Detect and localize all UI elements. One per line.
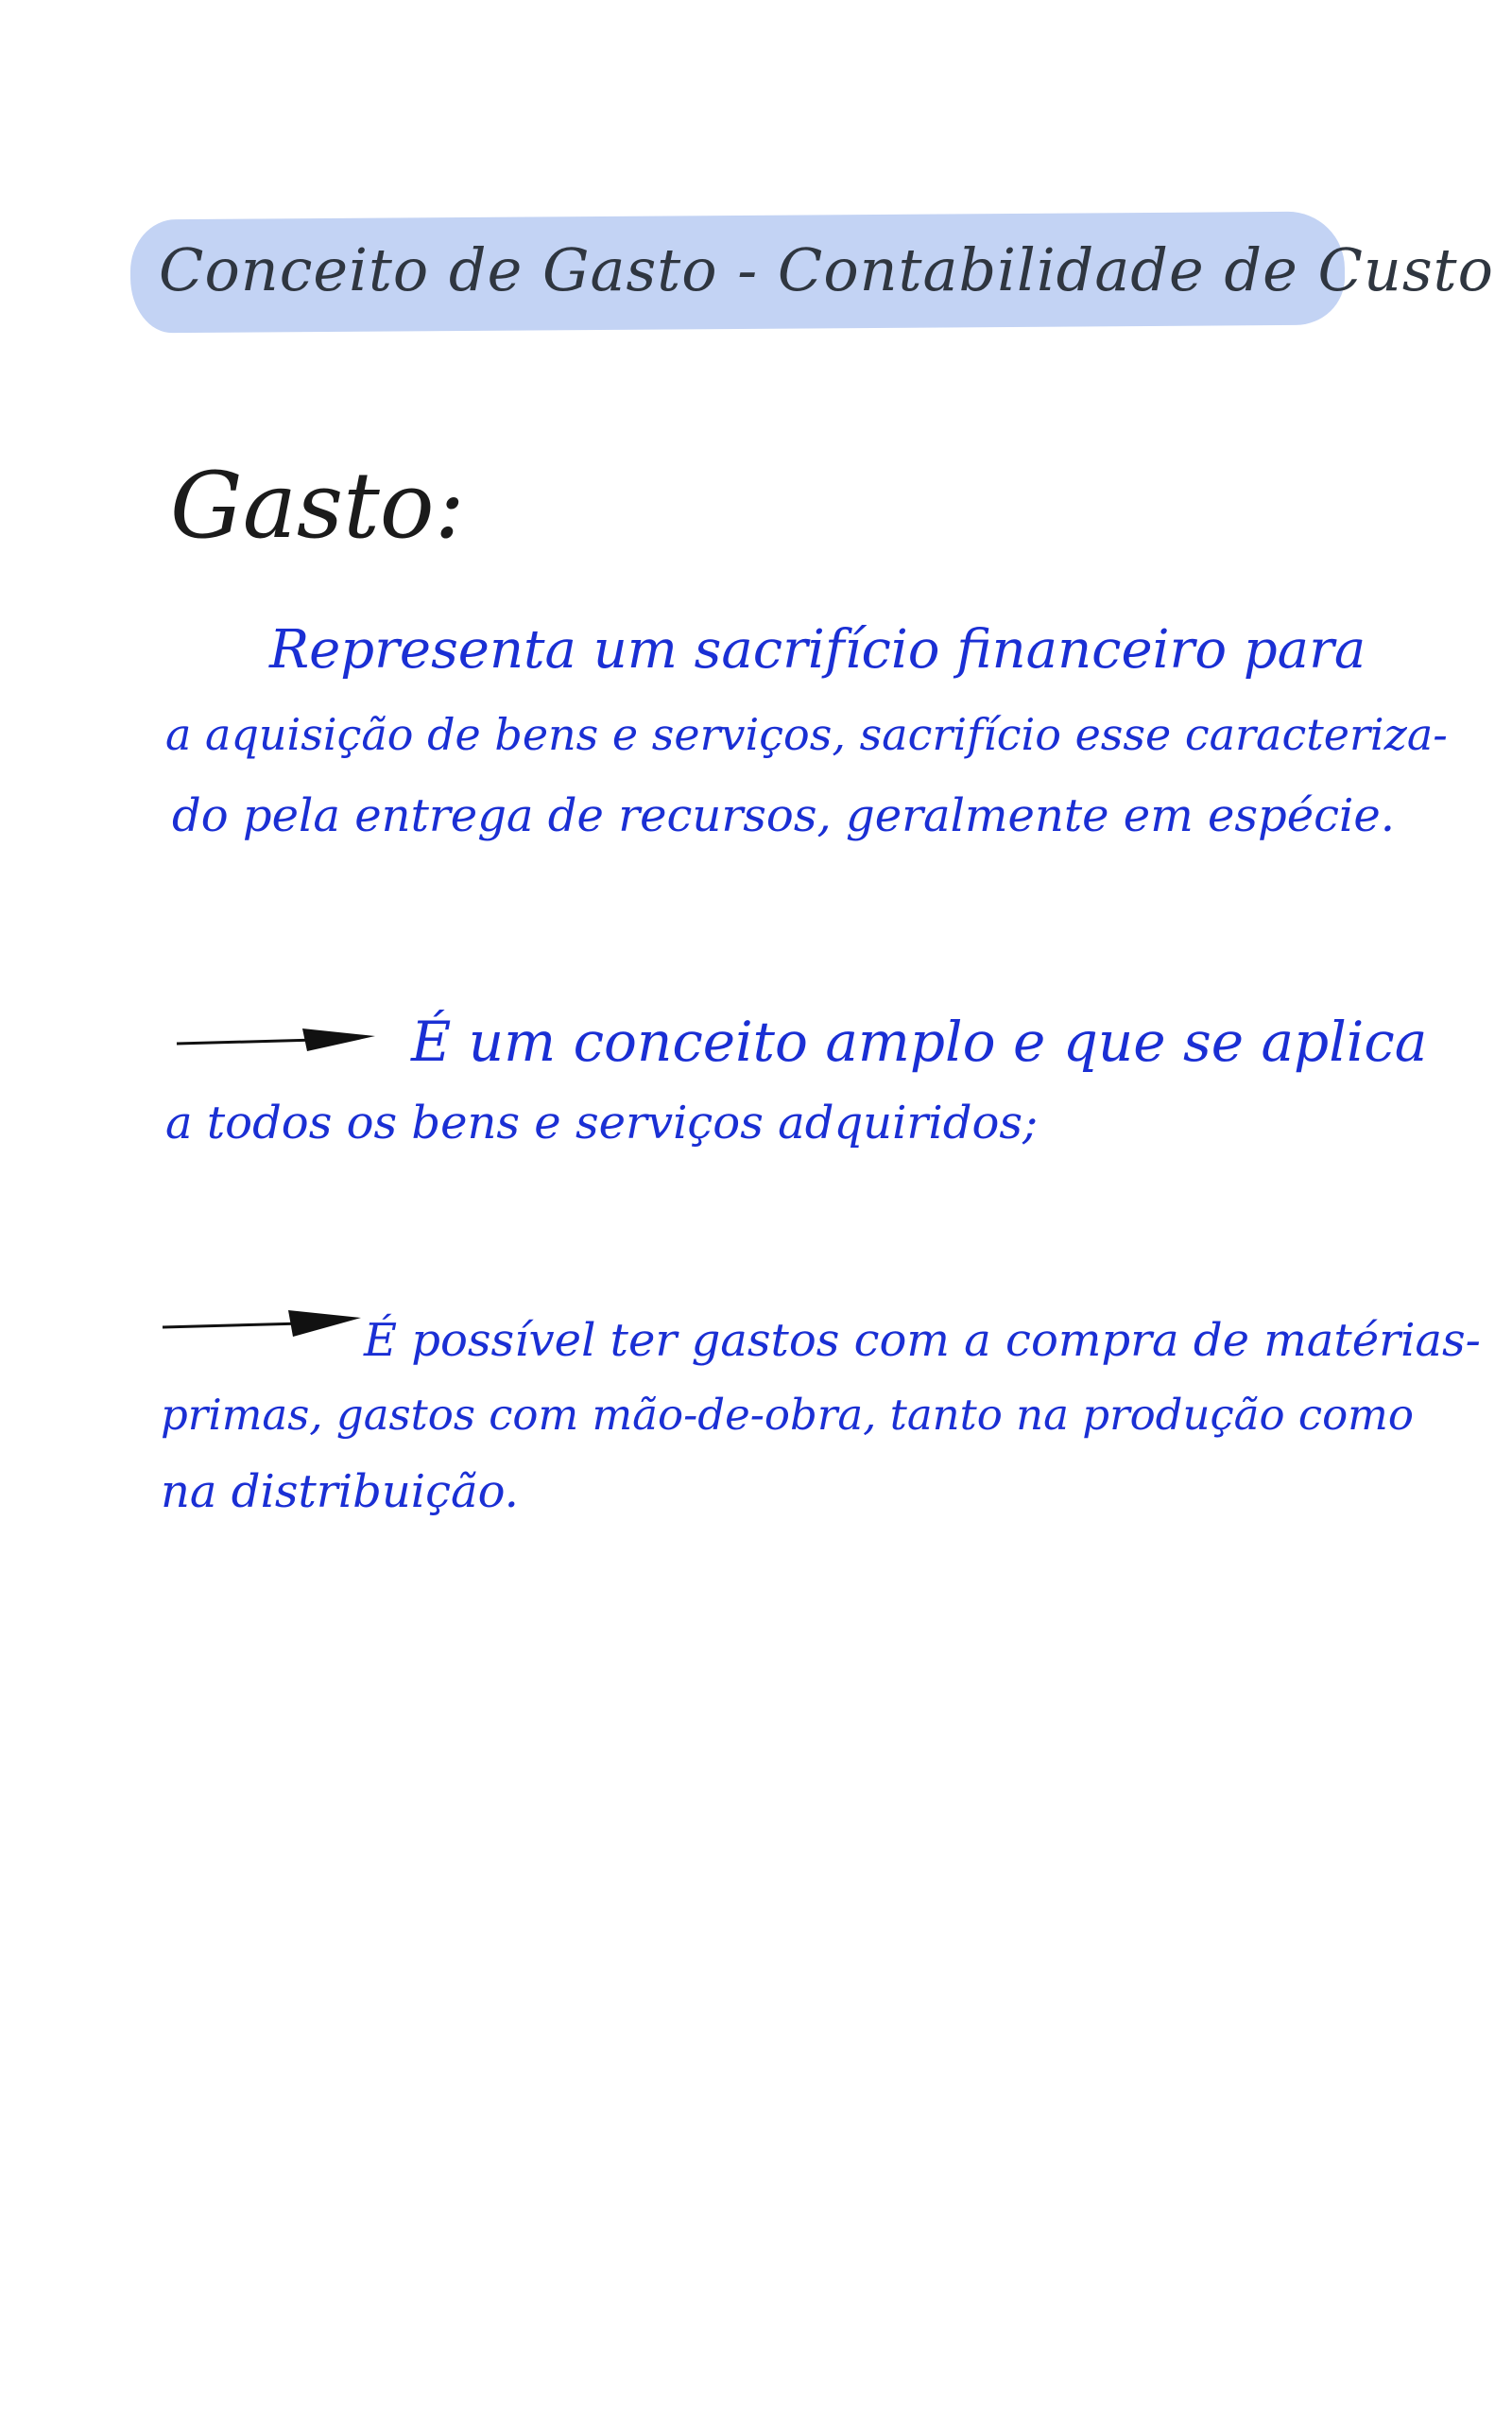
definition-line-2: a aquisição de bens e serviços, sacrifício esse caracteriza-	[165, 709, 1448, 760]
bullet-2-line-3: na distribuição.	[161, 1465, 519, 1518]
section-heading: Gasto:	[170, 453, 465, 559]
definition-line-1: Representa um sacrifício financeiro para	[269, 619, 1366, 681]
arrow-icon	[175, 1021, 378, 1059]
definition-line-3: do pela entrega de recursos, geralmente em espécie.	[172, 789, 1396, 842]
bullet-1-line-1: É um conceito amplo e que se aplica	[411, 1010, 1428, 1074]
arrow-icon	[161, 1305, 364, 1342]
bullet-1-line-2: a todos os bens e serviços adquiridos;	[165, 1097, 1039, 1150]
page-title: Conceito de Gasto - Contabilidade de Custo	[159, 235, 1494, 304]
bullet-2-line-1: É possível ter gastos com a compra de matérias-	[364, 1314, 1481, 1367]
bullet-2-line-2: primas, gastos com mão-de-obra, tanto na produção como	[161, 1390, 1414, 1440]
